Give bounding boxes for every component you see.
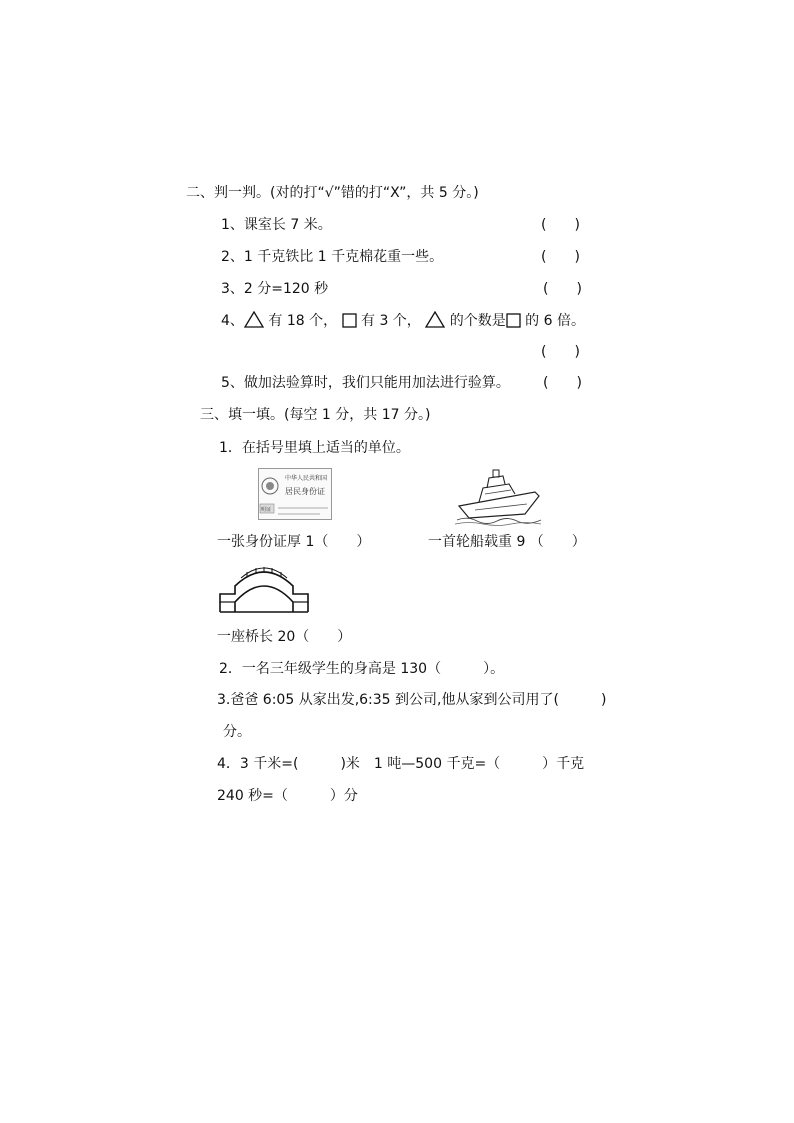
judge-item-4-part-4: 的个数是: [445, 313, 506, 329]
fill-q3-line-1: 3.爸爸 6:05 从家出发,6:35 到公司,他从家到公司用了( ): [217, 692, 607, 708]
triangle-icon: [425, 311, 445, 328]
judge-item-4-answer[interactable]: ( ): [541, 344, 580, 360]
judge-item-2-answer[interactable]: ( ): [541, 249, 580, 265]
judge-item-5-answer[interactable]: ( ): [543, 375, 582, 391]
id-card-image: [258, 468, 332, 520]
fill-q1-text: 1．在括号里填上适当的单位。: [219, 440, 410, 456]
judge-item-2: 2、1 千克铁比 1 千克棉花重一些。: [221, 249, 444, 265]
section-2-title: 二、判一判。(对的打“√”错的打“X”，共 5 分。): [186, 185, 479, 201]
id-card-label: 一张身份证厚 1（ ）: [217, 534, 371, 550]
section-3-title: 三、填一填。(每空 1 分，共 17 分。): [200, 407, 431, 423]
id-card-stamp-text: 明证: [261, 507, 272, 513]
judge-item-4-part-5: 的 6 倍。: [520, 313, 585, 329]
judge-item-4-part-2: 有 18 个，: [263, 313, 342, 329]
judge-item-3: 3、2 分=120 秒: [221, 281, 329, 297]
bridge-label: 一座桥长 20（ ）: [217, 629, 352, 645]
judge-item-4-part-3: 有 3 个，: [356, 313, 426, 329]
fill-q3-line-2: 分。: [223, 724, 251, 740]
judge-item-5: 5、做加法验算时，我们只能用加法进行验算。: [221, 375, 510, 391]
judge-item-1-answer[interactable]: ( ): [541, 217, 580, 233]
id-card-title-text: 中华人民共和国: [285, 475, 328, 482]
ship-label: 一首轮船载重 9 （ ）: [428, 534, 586, 550]
judge-item-1: 1、课室长 7 米。: [221, 217, 332, 233]
fill-q4-line-2: 240 秒=（ ）分: [217, 788, 358, 804]
ship-image: [455, 466, 543, 526]
triangle-icon: [244, 311, 264, 328]
fill-q4-line-1: 4．3 千米=( )米 1 吨—500 千克=（ ）千克: [217, 756, 585, 772]
judge-item-4-num: 4、: [221, 313, 244, 329]
fill-q2: 2．一名三年级学生的身高是 130（ ）。: [219, 661, 505, 677]
id-card-subtitle-text: 居民身份证: [285, 487, 325, 496]
bridge-image: [219, 564, 309, 614]
judge-item-4: [221, 311, 585, 330]
judge-item-3-answer[interactable]: ( ): [543, 281, 582, 297]
square-icon: [342, 313, 357, 328]
square-icon: [506, 313, 521, 328]
